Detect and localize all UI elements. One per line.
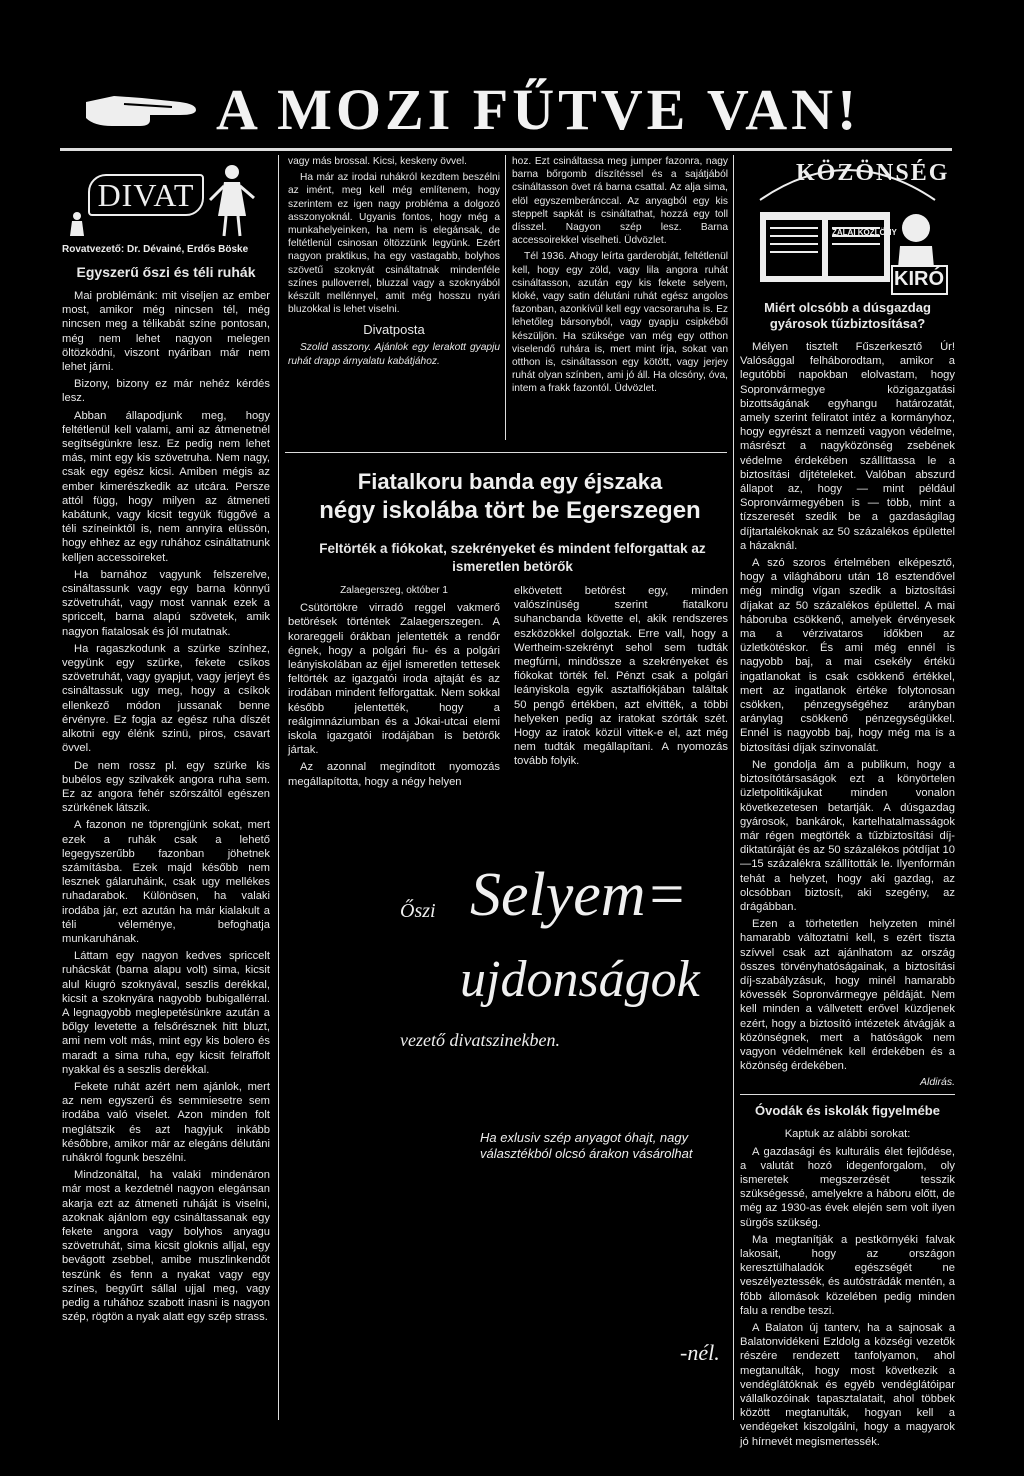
ad-nel: -nél. [680, 1340, 720, 1365]
banner [80, 78, 960, 142]
news-column-right [514, 584, 728, 804]
insurance-letter-paragraph: A szó szoros értelmében elképesztő, hogy a világháboru után 18 esztendővel még mindig vígan szedik a biztosítási díjakat az 50 százalékos épülettel. A mai háboruba csökkenő, amelyek érvényesek ma a vérzivataros időkben az üzletkötéskor. És ami még ennél is nagyobb baj, a mai csekély értékü ingatlanokat is csak csökkenő értékkel, mert az ingatlanok értéke folytonosan csökken, pénzegységéhez arányban aránylag csökkenő pénzegységükkel. Ennél is nagyobb baj, hogy még ma is a biztosítási díjak szinvonalát. [740, 557, 955, 754]
ad-ujdonsagok: ujdonságok [460, 951, 700, 1008]
news-column-left [288, 584, 500, 804]
news-subheadline: Feltörték a fiókokat, szekrényeket és mindent felforgattak az ismeretlen betörők [319, 541, 706, 574]
fashion-paragraph: Mindzonáltal, ha valaki mindenáron már most a kezdetnél nagyon elegánsan akarja ezt az átmeneti ruháját is viselni, azoknak ajánlom egy csináltassanak egy fekete angora vagy bolyhos anyagu szövetruhát, sima kicsit gloknis alljal, egy bevágott zsebbel, amibe muszlinkendőt teszünk és fenn a nyakat vagy egy színes, begyűrt sállal ujjal meg, vagy pedig a ruhához szabott inasni is nagyon szép, rögtön a nyak alatt egy szép strass. [62, 1169, 270, 1324]
fashion-continued-paragraph: Ha már az irodai ruhákról kezdtem beszélni az imént, meg kell még említenem, hogy szerintem ez igen nagy probléma a dolgozó asszonyoknál. Ugyanis fontos, hogy még a munkahelyeinken, ha nem is elegánsak, de feltétlenül csinosan öltözzünk legyünk. Ezért nagyon praktikus, ha egy vastagabb, bolyhos szövetű szoknyát csináltatnak mindenféle színes pulloverrel, bluzzal vagy a szoknyából készült mellénnyel, amit még hosszu nyári bluzokkal is lehet viselni. [288, 172, 500, 316]
kindergarten-intro: Kaptuk az alábbi sorokat: [784, 1128, 911, 1141]
banner-title: A MOZI FŰTVE VAN! [216, 77, 861, 142]
public-column [740, 300, 955, 1448]
kindergarten-title: Óvodák és iskolák figyelmébe [755, 1103, 940, 1119]
fashion-article-title: Egyszerű őszi és téli ruhák [76, 264, 256, 280]
fashion-paragraph: Fekete ruhát azért nem ajánlok, mert az nem egyszerű és semmiesetre sem irodába való viselet. Azon minden folt meglátszik és azt hagyjuk inkább későbbre, amikor már az elegáns délutáni ruhákról fogunk beszélni. [62, 1080, 270, 1164]
news-paragraph: elkövetett betörést egy, minden valószínüség szerint fiatalkoru suhancbanda követte el, akik rendszeres eszközökkel dolgoztak. Erre vall, hogy a Wertheim-szekrényt sehol sem tudták megfúrni, mindössze a szekrényeket és fiókokat törték fel. Pénzt csak a polgári leányiskola egyik asztalfiókjában találtak 50 pengő értékben, azt elvitték, a többi helyeken pedig az iratokat szórták szét. Hogy az iratok közül vittek-e el, azt még nem tudták megállapítani. A nyomozás tovább folyik. [514, 585, 728, 768]
silk-advertisement [400, 840, 730, 1365]
kozonseg-kiro: KIRÓ [894, 268, 944, 290]
column-divider-3 [733, 155, 734, 1420]
fashion-paragraph: Ha ragaszkodunk a szürke színhez, vegyünk egy szürke, fekete csíkos szövetruhát, vagy gyapjut, vagy jerjeyt és csináltassuk ugy meg, hogy a csíkok ellenkező módon jussanak benne érvényre. Ez fogja az egész ruha díszét alkotni egy élénk szinü, piros, csavart övvel. [62, 642, 270, 755]
divatposta-title: Divatposta [363, 322, 425, 338]
section-rule [285, 452, 727, 453]
divatposta-paragraph: Tél 1936. Ahogy leírta garderobját, feltétlenül kell, hogy egy zöld, vagy lila angora ruhát csináltasson, azután egy kis fekete selyem, kloké, vagy satin délutáni ruhát egész angolos fazonban, azonkívül kell egy vacsoraruha is. Ez lehetőleg bársonyból, vagy gyapju csipkéből készüljön. Ha szüksége van még egy otthon viselendő ruhára is, mert mint írja, sokat van otthon is, csináltasson egy kötött, vagy jerjey ruhát olyan színben, ami jó áll. Ha olcsóny, óva, intem a frakk fazontól. Üdvözlet. [512, 251, 728, 395]
news-paragraph: Csütörtökre virradó reggel vakmerő betörések történtek Zalaegerszegen. A korareggeli órákban jelentették a rendőr égnek, hogy a polgári fiu- és a polgári leányiskolában az éjjel ismeretlen tettesek feltörték az igazgatói iroda ajtaját és az irodában mindent felforgattak. Nem sokkal később jelentették, hogy a reálgimnáziumban és a Jókai-utcai elemi iskola igazgatói irodájában is betörők jártak. [288, 602, 500, 757]
insurance-letter-title: Miért olcsóbb a dúsgazdag gyárosok tűzbiztosítása? [764, 300, 931, 331]
pointing-hand-icon [84, 88, 202, 132]
ad-vezeto: vezető divatszinekben. [400, 1030, 560, 1050]
fashion-figure-icon [202, 160, 262, 240]
news-headline-line1: Fiatalkoru banda egy éjszaka [357, 469, 663, 494]
section-divider [740, 1094, 955, 1095]
news-paragraph: Az azonnal megindított nyomozás megállapította, hogy a négy helyen [288, 761, 500, 788]
insurance-letter-signature: Aldirás. [919, 1076, 955, 1089]
fashion-paragraph: Bizony, bizony ez már nehéz kérdés lesz. [62, 378, 270, 405]
fashion-paragraph: De nem rossz pl. egy szürke kis bubélos egy szilvakék angora ruha sem. Ez az angora fehér szőrszáltól egészen szürkének látszik. [62, 759, 270, 815]
news-headline [285, 468, 735, 526]
ad-selyem: Selyem= [470, 861, 688, 929]
news-headline-line2: négy iskolába tört be Egerszegen [319, 497, 701, 524]
divatposta-column [512, 155, 728, 447]
divat-logo [62, 160, 262, 242]
fashion-figure-small-icon [62, 210, 92, 240]
insurance-letter-paragraph: Ezen a törhetetlen helyzeten minél hamarabb változtatni kell, s ezért tiszta szívvel csak azt ajánlhatom az ország összes törvényhatóságainak, a biztosítási díj-szabályzásuk, hogy minél hamarabb kövessék Sopronvármegye példáját. Nem kell minden a vállvetett erővel küzdjenek ezért, hogy a biztosító intézetek átvágják a közönségnek, mert a hatóságok nem vagyon védelmének kell érdekében és a közönség érdekében. [740, 918, 955, 1073]
fashion-paragraph: Mai problémánk: mit viseljen az ember most, amikor még nincsen tél, még nincsen meg a télikabát színe pontosan, még nem lehet nagyon melegen öltözködni, viszont nyáriban már nem lehet járni. [62, 290, 270, 374]
divat-logo-text: DIVAT [88, 174, 204, 216]
fashion-paragraph: A fazonon ne töprengjünk sokat, mert ezek a ruhák csak a lehető legegyszerűbb fazonban jöhetnek számításba. Ezek majd később nem lesznek gálaruháink, csak ugy mellékes ruhadarabok. Különösen, ha valaki irodába jár, ezt azután ha már kialakult a téli véleménye, befoghatja munkaruhának. [62, 819, 270, 945]
fashion-column [62, 262, 270, 1422]
news-dateline: Zalaegerszeg, október 1 [340, 585, 448, 596]
kozonseg-logo [740, 150, 955, 300]
insurance-letter-paragraph: Mélyen tisztelt Fűszerkesztő Úr! Valósággal felháborodtam, amikor a legutóbbi napokban elolvastam, hogy Sopronvármegye közigazgatási bizottságának egyhangu határozatát, amely szerint feliratot intéz a kormányhoz, hogy egyrészt a nemzeti vagyon védelme, másrészt a nagyközönség zsebének védelme érdekében szállíttassa le a biztosítási díjtételeket. Valóban abszurd állapot az, hogy — mint például Sopronvármegyében is — több, mint a tízszeresét szedik be a gazdaságilag díjtartalékoknak az 50 százalékos épülettel a házaknál. [740, 341, 955, 552]
insurance-letter-paragraph: Ne gondolja ám a publikum, hogy a biztosítótársaságok ezt a könyörtelen üzletpolitikájukat minden vonalon következetesen betartják. A dúsgazdag gyárosok, bankárok, kartelhatalmasságok már régen megtörték a tűzbiztosítási díj-diktatúráját és az 50 százalékos pótdíjat 10—15 százalékra szállították le. Ilyenformán tehát a helyzet, hogy aki gazdag, az olcsóbban biztosít, aki szegény, az drágábban. [740, 758, 955, 913]
ad-oszi: Őszi [400, 900, 436, 922]
column-editor: Rovatvezető: Dr. Dévainé, Erdős Böske [62, 244, 249, 255]
fashion-continued-column [288, 155, 500, 447]
kindergarten-paragraph: A Balaton új tanterv, ha a sajnosak a Balatonvidékeni Ezldolg a községi vezetők részére rendezett tanfolyamon, ahol megtanulták, hogy most következik a vendéglátóknak és egyéb vendéglátóipar vállalkozóinak tapasztalatait, ahol többek között megtanulták, hogyan kell a vendégeket kiszolgálni, hogy a magyarok jó hírnevét megismertessék. [740, 1322, 955, 1448]
kozonseg-logo-text: KÖZÖNSÉG [796, 160, 950, 186]
fashion-continued-paragraph: vagy más brossal. Kicsi, keskeny övvel. [288, 156, 467, 167]
kindergarten-paragraph: Ma megtanítják a pestkörnyéki falvak lakosait, hogy az országon keresztülhaladók egészségét ne veszélyeztessék, és autóstrádák mentén, a főbb állomások közelében pedig minden falu a rendbe teszi. [740, 1233, 955, 1317]
divatposta-paragraph: hoz. Ezt csináltassa meg jumper fazonra, nagy barna bőrgomb díszítéssel és a sajátjából csináltasson övet rá barna csattal. Az alja sima, elöl egyszemberánccal. Az anyagból egy kis steppelt sapkát is csináltathat, hozzá egy toll dísszel. Nagyon szép lesz. Barna accessoirekkel viselheti. Üdvözlet. [512, 156, 728, 247]
fashion-paragraph: Láttam egy nagyon kedves spriccelt ruhácskát (barna alapu volt) sima, kicsit alul kiugró szoknyával, seszlis derékkal, kicsit a szoknyára nagyobb bubigallérral. A legnagyobb meglepetésünkre azután a bőlgy levetette a felsőrésznek hitt bluzt, ami nem volt más, mint egy kis bolero és maradt a sima ruha, egy kicsit felraffolt nyakkal és a seszlis derékkal. [62, 950, 270, 1076]
kozonseg-sub: ZALAI KÖZLÖNY [832, 228, 897, 237]
divatposta-text: Szolid asszony. Ajánlok egy lerakott gyapju ruhát drapp árnyalatu kabátjához. [288, 342, 500, 367]
column-divider-1 [278, 155, 279, 1420]
ad-body: Ha exlusiv szép anyagot óhajt, nagy választékból olcsó árakon vásárolhat [480, 1130, 693, 1161]
fashion-paragraph: Ha barnához vagyunk felszerelve, csináltassunk vagy egy barna könnyű szövetruhát, vagy most vannak ezek a spriccelt, barna alapú szövetek, amik nagyon fiatalosak és jól mutatnak. [62, 568, 270, 638]
column-divider-2 [505, 155, 506, 440]
kindergarten-paragraph: A gazdasági és kulturális élet fejlődése, a valutát hozó idegenforgalom, oly ismeretek megszerzését tesszik szükségessé, amelyekre a háboru előtt, de még az 1930-as évek elején sem volt ilyen sürgős szükség. [740, 1145, 955, 1229]
fashion-paragraph: Abban állapodjunk meg, hogy feltétlenül kell valami, ami az átmenetnél segítségünkre lesz. Ez pedig nem lehet más, mint egy kis szövetruha. Nem nagy, csak egy egész kicsi. Amiben mégis az ember kimerészkedik az utcára. Persze attól függ, hogy milyen az átmeneti kabátunk, vagy kicsit tegyük függővé a téli színeinktől is, nem annyira elüssön, hogy ehhez az egy ruhához csináltatnunk kelljen accessoireket. [62, 409, 270, 564]
